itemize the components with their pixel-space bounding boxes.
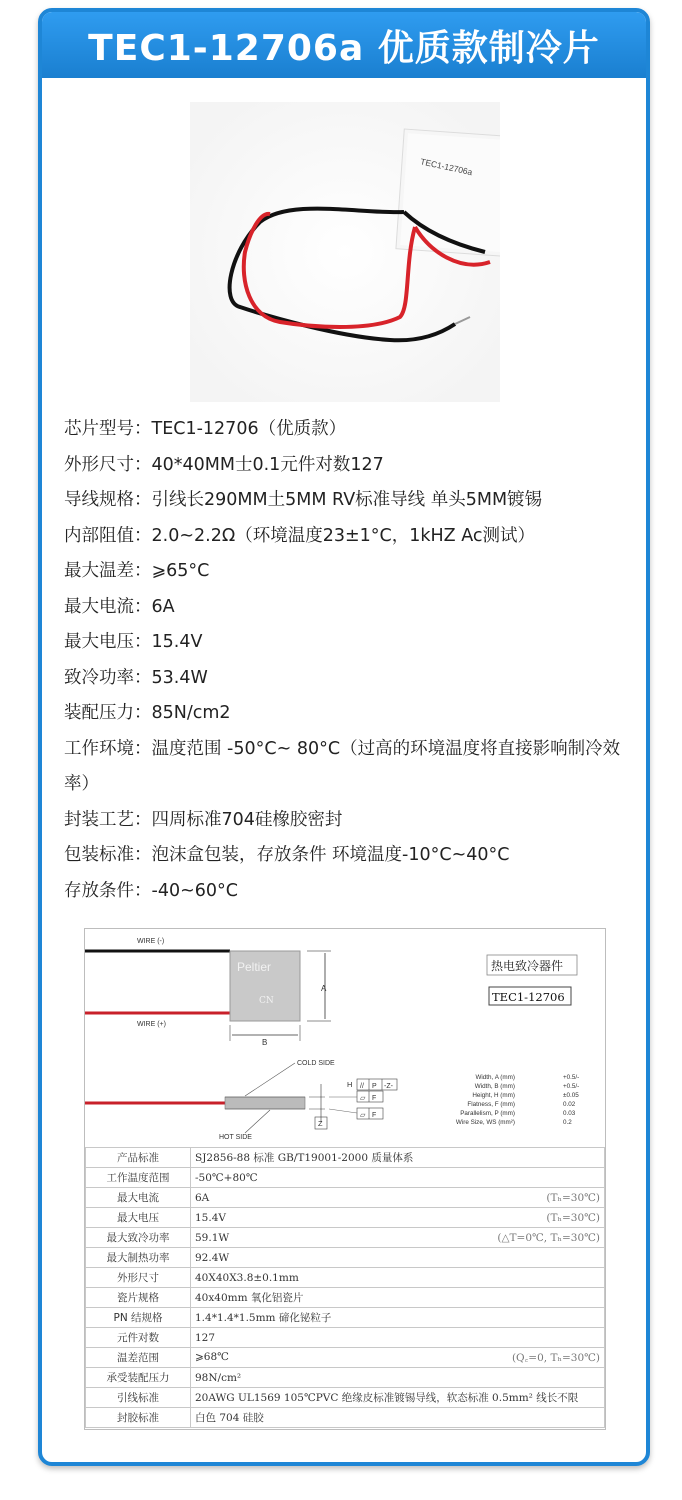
table-label-cell: 温差范围 (86, 1348, 191, 1368)
table-label-cell: PN 结规格 (86, 1308, 191, 1328)
dim-h-label: H (347, 1080, 353, 1089)
dim-value: 0.03 (563, 1110, 576, 1117)
table-value-cell (191, 1148, 605, 1168)
table-row (86, 1188, 605, 1208)
spec-row: 致冷功率：53.4W (64, 667, 208, 688)
dimension-diagram (85, 929, 605, 1147)
dim-value: 0.2 (563, 1119, 572, 1126)
table-label-cell: 承受装配压力 (86, 1368, 191, 1388)
table-value: 92.4W (195, 1251, 230, 1264)
peltier-label: Peltier (237, 960, 272, 974)
svg-text:▱: ▱ (360, 1112, 366, 1119)
spec-row: 最大电压：15.4V (64, 632, 203, 652)
spec-table (85, 1147, 605, 1428)
spec-row: 外形尺寸：40*40MM士0.1元件对数127 (64, 454, 384, 475)
table-row (86, 1228, 605, 1248)
table-condition: (Tₕ=30℃) (546, 1211, 600, 1224)
table-value-cell (191, 1168, 605, 1188)
spec-row: 内部阻值：2.0~2.2Ω（环境温度23±1°C，1kHZ Ac测试） (64, 525, 535, 546)
table-value: 15.4V (195, 1211, 226, 1224)
table-value-cell (191, 1348, 605, 1368)
table-row (86, 1328, 605, 1348)
spec-row: 最大温差：⩾65°C (64, 561, 210, 581)
side-module (225, 1097, 305, 1109)
dim-label: Parallelism, P (mm) (460, 1110, 515, 1117)
diagram-title-cn: 热电致冷器件 (491, 959, 564, 973)
page-title: TEC1-12706a 优质款制冷片 (88, 27, 600, 69)
table-value: 40x40mm 氧化铝瓷片 (195, 1292, 304, 1304)
spec-row: 存放条件：-40~60°C (64, 880, 238, 901)
table-label-cell: 最大电压 (86, 1208, 191, 1228)
table-label-cell: 封胶标准 (86, 1408, 191, 1428)
table-row (86, 1168, 605, 1188)
table-value: 40X40X3.8±0.1mm (195, 1271, 299, 1284)
table-value-cell (191, 1408, 605, 1428)
spec-row: 工作环境：温度范围 -50°C~ 80°C（过高的环境温度将直接影响制冷效率） (64, 738, 621, 794)
table-row (86, 1348, 605, 1368)
table-label-cell: 瓷片规格 (86, 1288, 191, 1308)
spec-row: 导线规格：引线长290MM土5MM RV标准导线 单头5MM镀锡 (64, 490, 543, 510)
dim-value: +0.5/- (563, 1074, 580, 1081)
table-label-cell: 元件对数 (86, 1328, 191, 1348)
table-row (86, 1148, 605, 1168)
dim-label: Flatness, F (mm) (467, 1101, 515, 1108)
table-label-cell: 工作温度范围 (86, 1168, 191, 1188)
table-row (86, 1408, 605, 1428)
dim-label: Height, H (mm) (472, 1092, 515, 1099)
table-value-cell (191, 1208, 605, 1228)
table-value: 59.1W (195, 1231, 230, 1244)
table-label-cell: 最大电流 (86, 1188, 191, 1208)
table-value: SJ2856-88 标准 GB/T19001-2000 质量体系 (195, 1152, 414, 1164)
table-value: 6A (195, 1191, 210, 1204)
table-value: 1.4*1.4*1.5mm 碲化铋粒子 (195, 1312, 332, 1324)
spec-row: 装配压力：85N/cm2 (64, 703, 231, 723)
table-value: ⩾68℃ (195, 1350, 229, 1363)
product-photo (190, 102, 500, 402)
dims-list (456, 1074, 579, 1126)
spec-row: 包装标准：泡沫盒包装，存放条件 环境温度-10°C~40°C (64, 845, 510, 865)
table-label-cell: 引线标准 (86, 1388, 191, 1408)
table-value-cell (191, 1268, 605, 1288)
svg-text://: // (360, 1083, 364, 1090)
table-condition: (Tₕ=30℃) (546, 1191, 600, 1204)
table-row (86, 1388, 605, 1408)
dim-z-label: Z (318, 1119, 323, 1128)
dim-label: Wire Size, WS (mm²) (455, 1119, 515, 1126)
hot-side-label: HOT SIDE (219, 1134, 252, 1141)
tol-f-top: F (372, 1095, 377, 1102)
table-condition: (△T=0℃, Tₕ=30℃) (497, 1231, 600, 1244)
table-row (86, 1308, 605, 1328)
table-value: -50℃+80℃ (195, 1171, 258, 1184)
table-row (86, 1288, 605, 1308)
table-value-cell (191, 1228, 605, 1248)
dim-value: ±0.05 (563, 1092, 579, 1099)
module-label: TEC1-12706a (419, 156, 474, 178)
tol-f-bottom: F (372, 1112, 377, 1119)
datasheet (84, 928, 606, 1430)
wire-neg-label: WIRE (-) (137, 938, 165, 945)
table-value: 20AWG UL1569 105℃PVC 绝缘皮标准镀锡导线，软态标准 0.5mm² 线长不限 (195, 1392, 579, 1404)
table-row (86, 1248, 605, 1268)
table-value-cell (191, 1308, 605, 1328)
dim-value: 0.02 (563, 1101, 576, 1108)
tol-p: P (372, 1083, 377, 1090)
table-value-cell (191, 1188, 605, 1208)
diagram-model: TEC1-12706 (492, 990, 565, 1004)
table-label-cell: 最大致冷功率 (86, 1228, 191, 1248)
spec-row: 封装工艺：四周标准704硅橡胶密封 (64, 809, 343, 830)
table-value-cell (191, 1388, 605, 1408)
table-condition: (Q꜀=0, Tₕ=30℃) (511, 1351, 600, 1364)
svg-text:▱: ▱ (360, 1095, 366, 1102)
dim-value: +0.5/- (563, 1083, 580, 1090)
spec-list (64, 412, 634, 909)
table-label-cell: 外形尺寸 (86, 1268, 191, 1288)
table-value: 98N/cm² (195, 1371, 242, 1384)
table-value-cell (191, 1248, 605, 1268)
dim-label: Width, B (mm) (474, 1083, 515, 1090)
table-value: 白色 704 硅胶 (195, 1412, 264, 1424)
table-value-cell (191, 1328, 605, 1348)
header-banner (42, 12, 646, 78)
table-value-cell (191, 1368, 605, 1388)
cold-side-label: COLD SIDE (297, 1060, 335, 1067)
dim-label: Width, A (mm) (475, 1074, 515, 1081)
spec-row: 最大电流：6A (64, 596, 175, 617)
table-value: 127 (195, 1331, 216, 1344)
dim-b-label: B (262, 1038, 268, 1047)
table-value-cell (191, 1288, 605, 1308)
table-label-cell: 最大制热功率 (86, 1248, 191, 1268)
tol-z: -Z- (384, 1083, 393, 1090)
cn-label: CN (259, 996, 274, 1006)
table-label-cell: 产品标准 (86, 1148, 191, 1168)
spec-row: 芯片型号：TEC1-12706（优质款） (64, 419, 347, 439)
tolerance-frames (329, 1079, 397, 1119)
table-row (86, 1268, 605, 1288)
product-card (38, 8, 650, 1466)
wire-pos-label: WIRE (+) (137, 1021, 166, 1028)
dim-a-label: A (321, 984, 327, 993)
table-row (86, 1208, 605, 1228)
table-row (86, 1368, 605, 1388)
